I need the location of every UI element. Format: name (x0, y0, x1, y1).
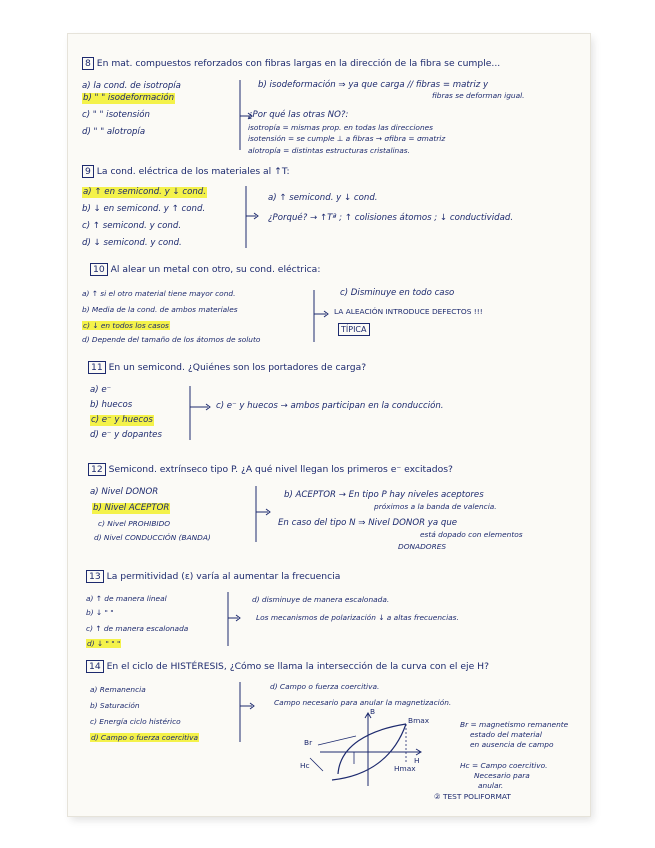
option-c: c) ↑ de manera escalonada (86, 624, 189, 633)
question-number: 11 (88, 361, 106, 374)
option-c: c) e⁻ y huecos (91, 415, 153, 425)
option-a: a) ↑ de manera lineal (86, 594, 167, 603)
note-line: está dopado con elementos (420, 530, 523, 539)
question-title: 8 En mat. compuestos reforzados con fibras largas en la dirección de la fibra se cumple... (82, 58, 500, 69)
option-b: b) Nivel ACEPTOR (93, 503, 170, 513)
question-title: 14 En el ciclo de HISTÉRESIS, ¿Cómo se llama la intersección de la curva con el eje H? (86, 661, 489, 672)
option-c: c) " " isotensión (82, 110, 150, 120)
option-a: a) ↑ en semicond. y ↓ cond. (83, 187, 206, 197)
note-line: d) Campo o fuerza coercitiva. (270, 682, 380, 691)
question-number: 8 (82, 57, 94, 70)
note-line: LA ALEACIÓN INTRODUCE DEFECTOS !!! (334, 307, 483, 316)
note-line: fibras se deforman igual. (432, 91, 525, 100)
note-line: isotropía = mismas prop. en todas las direcciones (248, 123, 434, 132)
option-a: a) ↑ si el otro material tiene mayor cond. (82, 289, 236, 298)
question-title: 12 Semicond. extrínseco tipo P. ¿A qué nivel llegan los primeros e⁻ excitados? (88, 464, 453, 475)
note-br: estado del material (470, 730, 542, 739)
option-c: c) Nivel PROHIBIDO (98, 519, 171, 528)
hysteresis-diagram (68, 34, 590, 794)
note-line: próximos a la banda de valencia. (374, 502, 497, 511)
option-c: c) Energía ciclo histérico (90, 717, 181, 726)
option-b: b) huecos (90, 400, 133, 410)
diagram-label-hmax: Hmax (394, 764, 416, 773)
question-title: 9 La cond. eléctrica de los materiales al ↑T: (82, 166, 290, 177)
option-d: d) ↓ " " " (87, 639, 121, 648)
diagram-label-hc: Hc (300, 761, 310, 770)
note-line: Los mecanismos de polarización ↓ a altas frecuencias. (256, 613, 459, 622)
note-hc: Necesario para (474, 771, 530, 780)
note-line: isotensión = se cumple ⊥ a fibras → σfibra = σmatriz (248, 134, 446, 143)
question-title: 10 Al alear un metal con otro, su cond. eléctrica: (90, 264, 320, 275)
note-hc: anular. (478, 781, 504, 790)
note-line: ¿Por qué las otras NO?: (248, 110, 349, 120)
footer-label: ② TEST POLIFORMAT (434, 792, 511, 801)
note-line: alotropía = distintas estructuras cristalinas. (248, 146, 410, 155)
question-title: 11 En un semicond. ¿Quiénes son los portadores de carga? (88, 362, 366, 373)
note-line: En caso del tipo N ⇒ Nivel DONOR ya que (278, 518, 458, 528)
question-number: 13 (86, 570, 104, 583)
note-hc: Hc = Campo coercitivo. (460, 761, 548, 770)
note-line: b) isodeformación ⇒ ya que carga // fibras = matriz y (258, 80, 489, 90)
option-d: d) Campo o fuerza coercitiva (91, 733, 199, 742)
note-line: a) ↑ semicond. y ↓ cond. (268, 193, 378, 203)
option-a: a) e⁻ (90, 385, 112, 395)
option-d: d) e⁻ y dopantes (90, 430, 162, 440)
notebook-page (68, 34, 590, 816)
typical-badge: TÍPICA (338, 323, 370, 336)
note-line: ¿Porqué? → ↑Tª ; ↑ colisiones átomos ; ↓ conductividad. (268, 213, 514, 223)
option-a: a) Nivel DONOR (90, 487, 159, 497)
option-b: b) Saturación (90, 701, 140, 710)
question-number: 9 (82, 165, 94, 178)
option-d: d) " " alotropía (82, 127, 146, 137)
option-d: d) Depende del tamaño de los átomos de soluto (82, 335, 261, 344)
diagram-label-b: B (370, 707, 376, 716)
note-line: b) ACEPTOR → En tipo P hay niveles aceptores (284, 490, 484, 500)
question-title: 13 La permitividad (ε) varía al aumentar la frecuencia (86, 571, 340, 582)
question-number: 12 (88, 463, 106, 476)
option-b: b) Media de la cond. de ambos materiales (82, 305, 238, 314)
question-number: 14 (86, 660, 104, 673)
note-line: Campo necesario para anular la magnetización. (274, 698, 452, 707)
note-br: en ausencia de campo (470, 740, 554, 749)
option-d: d) ↓ semicond. y cond. (82, 238, 182, 248)
diagram-label-br: Br (304, 738, 313, 747)
option-a: a) la cond. de isotropía (82, 81, 181, 91)
option-b: b) ↓ " " (86, 608, 114, 617)
diagram-label-bmax: Bmax (408, 716, 430, 725)
note-br: Br = magnetismo remanente (460, 720, 569, 729)
option-c: c) ↓ en todos los casos (83, 321, 169, 330)
note-line: d) disminuye de manera escalonada. (252, 595, 390, 604)
option-d: d) Nivel CONDUCCIÓN (BANDA) (94, 533, 211, 542)
diagram-label-h: H (414, 756, 420, 765)
option-c: c) ↑ semicond. y cond. (82, 221, 182, 231)
note-line: c) e⁻ y huecos → ambos participan en la conducción. (216, 401, 444, 411)
option-a: a) Remanencia (90, 685, 146, 694)
question-number: 10 (90, 263, 108, 276)
option-b: b) " " isodeformación (83, 93, 175, 103)
note-line: c) Disminuye en todo caso (340, 288, 455, 298)
option-b: b) ↓ en semicond. y ↑ cond. (82, 204, 206, 214)
note-line: DONADORES (398, 542, 447, 551)
